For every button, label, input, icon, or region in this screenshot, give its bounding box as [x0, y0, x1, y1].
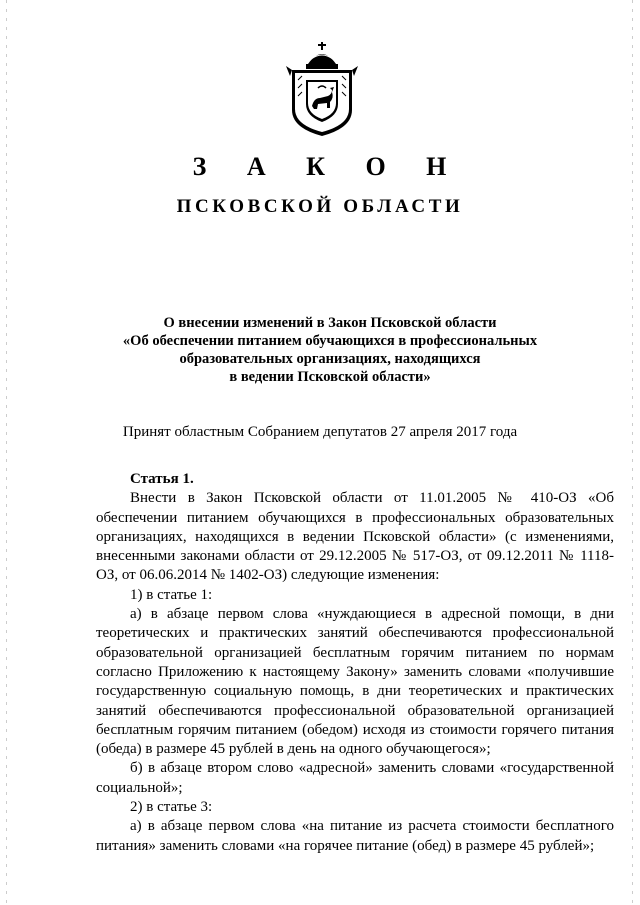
- region-title: ПСКОВСКОЙ ОБЛАСТИ: [176, 196, 464, 217]
- adoption-statement: Принят областным Собранием депутатов 27 апреля 2017 года: [122, 424, 518, 440]
- heading-line: в ведении Псковской области»: [229, 369, 431, 385]
- scan-edge-left: [6, 0, 7, 905]
- article-title: Статья 1.: [130, 471, 194, 487]
- body-paragraph: б) в абзаце втором слово «адресной» заменить словами «государственной социальной»;: [96, 760, 614, 796]
- heading-line: О внесении изменений в Закон Псковской области: [163, 315, 497, 331]
- body-paragraph: а) в абзаце первом слова «на питание из расчета стоимости бесплатного питания» заменить словами «на горячее питание (обед) в размере 45 рублей»;: [96, 818, 614, 854]
- heading-line: «Об обеспечении питанием обучающихся в профессиональных: [122, 333, 538, 349]
- body-paragraph: а) в абзаце первом слова «нуждающиеся в адресной помощи, в дни теоретических и практических занятий обеспечиваются профессиональной образовательной организацией бесплатным горячим питанием по нормам согласно Приложению к настоящему Закону» заменить словами «получившие государственную социальную помощь, в дни теоретических и практических занятий обеспечиваются профессиональной образовательной организацией бесплатным горячим питанием (обедом) исходя из стоимости горячего питания (обеда) в размере 45 рублей в день на одного обучающегося»;: [96, 606, 614, 758]
- body-paragraph: Внести в Закон Псковской области от 11.01.2005 № 410-ОЗ «Об обеспечении питанием обучающихся в профессиональных образовательных организациях, находящихся в ведении Псковской области» (с изменениями, внесенными законами области от 29.12.2005 № 517-ОЗ, от 09.12.2011 № 1118-ОЗ, от 06.06.2014 № 1402-ОЗ) следующие изменения:: [96, 490, 614, 584]
- body-paragraph: 1) в статье 1:: [130, 586, 213, 603]
- body-paragraph: 2) в статье 3:: [130, 799, 213, 816]
- law-title: З А К О Н: [192, 152, 464, 181]
- scan-edge-right: [632, 0, 633, 905]
- heading-line: образовательных организациях, находящихся: [179, 351, 481, 367]
- pskov-coat-of-arms-icon: [284, 40, 360, 138]
- law-body: [96, 470, 614, 856]
- law-heading: [120, 314, 540, 386]
